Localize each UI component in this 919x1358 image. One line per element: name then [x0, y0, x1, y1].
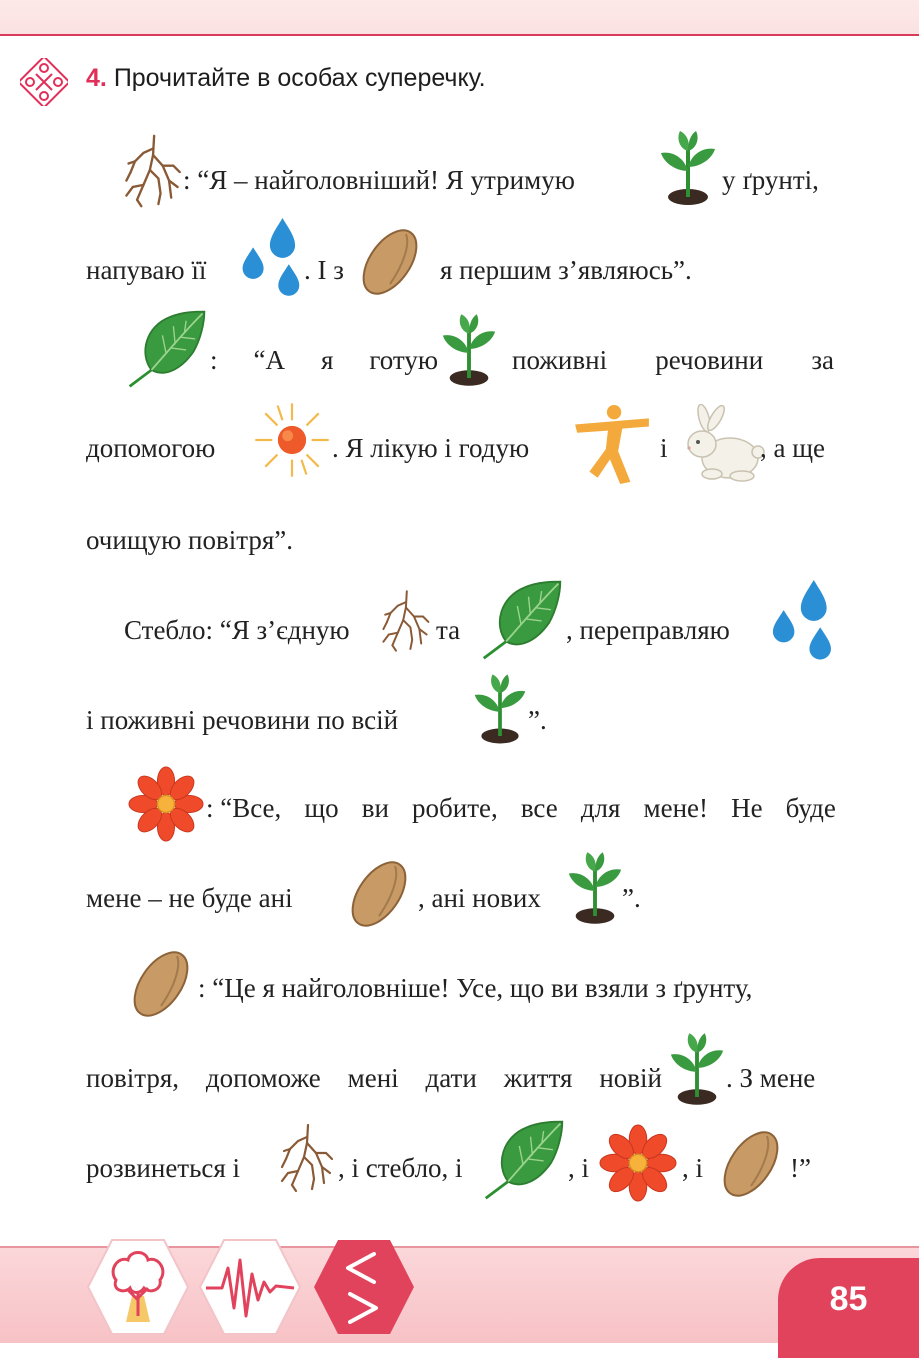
line-12-text-e: !”	[790, 1153, 811, 1183]
root-icon	[378, 586, 432, 656]
top-header-band	[0, 0, 919, 34]
sprout-icon	[566, 846, 624, 928]
seed-icon	[344, 854, 414, 934]
flower-icon	[128, 766, 204, 842]
root-icon	[276, 1122, 336, 1194]
sprout-icon	[658, 126, 718, 208]
line-1-text-b: у ґрунті,	[722, 165, 819, 195]
task-heading	[86, 64, 486, 93]
line-8-word: все	[520, 793, 558, 823]
line-8-word: буде	[785, 793, 836, 823]
line-8-word: : “Все,	[206, 793, 282, 823]
heartbeat-icon	[198, 1238, 302, 1336]
sun-icon	[254, 402, 330, 478]
leaf-icon	[482, 1118, 566, 1202]
task-number: 4.	[86, 64, 107, 92]
water-drops-icon	[240, 218, 304, 302]
line-4-text-a: допомогою	[86, 433, 216, 463]
line-12-text-d: , і	[682, 1153, 704, 1183]
line-3-word: готую	[369, 345, 438, 375]
line-6-text-a: Стебло: “Я з’єдную	[124, 615, 350, 645]
line-11-word: мені	[347, 1063, 399, 1093]
line-11-word: життя	[503, 1063, 573, 1093]
pair-work-icon	[20, 58, 68, 106]
line-6-text-c: , переправляю	[566, 615, 730, 645]
line-7-text-a: і поживні речовини по всій	[86, 705, 399, 735]
line-12-text-a: розвинеться і	[86, 1153, 241, 1183]
line-11-word: допоможе	[205, 1063, 321, 1093]
sprout-icon	[472, 666, 528, 750]
flower-icon	[596, 1124, 680, 1202]
line-8-word: Не	[731, 793, 763, 823]
line-1-text-a: : “Я – найголовніший! Я утримую	[183, 165, 575, 195]
line-11-text-g: . З мене	[726, 1063, 816, 1093]
line-12-text-c: , і	[568, 1153, 590, 1183]
line-8-word: для	[580, 793, 621, 823]
task-instruction: Прочитайте в особах суперечку.	[113, 64, 486, 92]
root-icon	[120, 132, 184, 210]
line-2-text-b: . І з	[304, 255, 344, 285]
line-3-word: за	[811, 345, 834, 375]
compare-icon	[312, 1238, 416, 1336]
page-number: 85	[829, 1280, 868, 1318]
line-6-text-b: та	[436, 615, 461, 645]
seed-icon	[716, 1124, 786, 1204]
tree-icon	[86, 1238, 190, 1336]
line-3-word: я	[320, 345, 334, 375]
line-11-word: новій	[599, 1063, 662, 1093]
line-4-text-b: . Я лікую і годую	[332, 433, 530, 463]
line-3-word: “А	[253, 345, 285, 375]
line-2-text-a: напуваю її	[86, 255, 207, 285]
line-11-word: дати	[425, 1063, 477, 1093]
leaf-icon	[124, 308, 210, 390]
line-5-text: очищую повітря”.	[86, 525, 294, 555]
line-12-text-b: , і стебло, і	[338, 1153, 463, 1183]
line-9-text-b: , ані нових	[418, 883, 541, 913]
line-8-word: що	[304, 793, 339, 823]
person-icon	[570, 404, 654, 486]
line-10-text: : “Це я найголовніше! Усе, що ви взяли з ґрунту,	[198, 973, 753, 1003]
line-3-part-1	[210, 340, 438, 380]
line-11-part-1	[86, 1058, 662, 1098]
line-9-text-c: ”.	[622, 883, 641, 913]
sprout-icon	[668, 1026, 726, 1110]
leaf-icon	[480, 578, 564, 662]
line-8	[206, 788, 836, 828]
line-3-word: поживні	[512, 345, 608, 375]
line-8-word: мене!	[643, 793, 709, 823]
line-4-text-d: , а ще	[760, 433, 826, 463]
line-3-word: речовини	[655, 345, 764, 375]
line-11-word: повітря,	[86, 1063, 179, 1093]
rabbit-icon	[676, 404, 766, 484]
sprout-icon	[440, 308, 498, 390]
line-9-text-a: мене – не буде ані	[86, 883, 293, 913]
line-8-word: робите,	[412, 793, 498, 823]
line-3-part-2	[512, 340, 834, 380]
water-drops-icon	[770, 580, 836, 666]
line-8-word: ви	[361, 793, 389, 823]
line-7-text-b: ”.	[528, 705, 547, 735]
top-divider	[0, 34, 919, 36]
line-2-text-c: я першим з’являюсь”.	[440, 255, 692, 285]
line-3-word: :	[210, 345, 218, 375]
seed-icon	[126, 944, 196, 1024]
seed-icon	[356, 222, 424, 302]
line-4-text-c: і	[660, 433, 668, 463]
